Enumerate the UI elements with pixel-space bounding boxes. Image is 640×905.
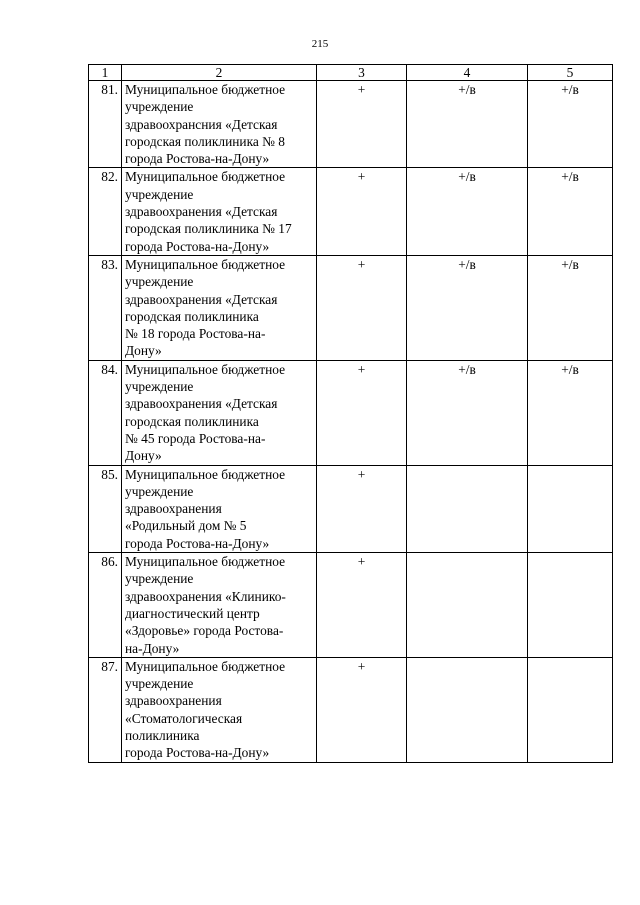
- institution-name-line: учреждение: [125, 379, 194, 395]
- column-5-mark: +/в: [528, 360, 613, 465]
- institution-name-line: Муниципальное бюджетное: [125, 466, 286, 482]
- column-4-mark: [407, 657, 528, 762]
- institution-name-line: Муниципальное бюджетное: [125, 361, 286, 377]
- institution-name-line: здравоохранения «Детская: [125, 396, 278, 412]
- institution-name-line: здравоохранения «Детская: [125, 291, 278, 307]
- column-5-mark: [528, 465, 613, 552]
- column-5-mark: +/в: [528, 168, 613, 255]
- institution-name-line: Муниципальное бюджетное: [125, 554, 286, 570]
- column-4-mark: +/в: [407, 255, 528, 360]
- column-4-mark: +/в: [407, 360, 528, 465]
- table-row: [89, 657, 613, 762]
- institution-name-line: учреждение: [125, 676, 194, 692]
- institution-name-line: № 45 города Ростова-на-: [125, 430, 266, 446]
- table-row: [89, 81, 613, 168]
- column-3-mark: +: [317, 168, 407, 255]
- institution-name-line: городская поликлиника № 8: [125, 133, 286, 149]
- institution-name-line: Дону»: [125, 343, 162, 359]
- institution-name-line: городская поликлиника № 17: [125, 221, 292, 237]
- institution-name-line: городская поликлиника: [125, 308, 259, 324]
- institution-name-line: Муниципальное бюджетное: [125, 82, 286, 97]
- institution-name-line: учреждение: [125, 274, 194, 290]
- column-4-mark: +/в: [407, 81, 528, 168]
- institution-name-line: здравоохранения: [125, 501, 222, 517]
- column-header-1: 1: [89, 65, 122, 81]
- table-row: [89, 360, 613, 465]
- institution-name-line: Дону»: [125, 448, 162, 464]
- institution-name-line: здравоохрансния «Детская: [125, 116, 278, 132]
- column-3-mark: +: [317, 465, 407, 552]
- institution-name-line: на-Дону»: [125, 640, 180, 656]
- institution-name-line: «Стоматологическая: [125, 710, 243, 726]
- row-number: 85.: [89, 465, 122, 552]
- table-header-row: [89, 65, 613, 81]
- column-header-2: 2: [122, 65, 317, 81]
- institution-name-line: города Ростова-на-Дону»: [125, 535, 270, 551]
- column-5-mark: [528, 657, 613, 762]
- column-3-mark: +: [317, 255, 407, 360]
- institution-name-line: Муниципальное бюджетное: [125, 658, 286, 674]
- column-3-mark: +: [317, 657, 407, 762]
- row-number: 81.: [89, 81, 122, 168]
- institution-name-line: «Здоровье» города Ростова-: [125, 623, 284, 639]
- row-number: 86.: [89, 553, 122, 658]
- column-4-mark: +/в: [407, 168, 528, 255]
- institution-name-line: города Ростова-на-Дону»: [125, 238, 270, 254]
- column-4-mark: [407, 465, 528, 552]
- row-number: 84.: [89, 360, 122, 465]
- column-header-3: 3: [317, 65, 407, 81]
- column-3-mark: +: [317, 553, 407, 658]
- institution-name-line: Муниципальное бюджетное: [125, 256, 286, 272]
- table-row: [89, 465, 613, 552]
- column-4-mark: [407, 553, 528, 658]
- row-number: 87.: [89, 657, 122, 762]
- column-3-mark: +: [317, 81, 407, 168]
- institution-name-line: здравоохранения «Клинико-: [125, 588, 286, 604]
- column-header-5: 5: [528, 65, 613, 81]
- column-header-4: 4: [407, 65, 528, 81]
- column-5-mark: +/в: [528, 81, 613, 168]
- institution-name: [122, 168, 317, 255]
- row-number: 83.: [89, 255, 122, 360]
- institution-name-line: города Ростова-на-Дону»: [125, 745, 270, 761]
- institution-name-line: городская поликлиника: [125, 413, 259, 429]
- institution-name-line: диагностический центр: [125, 605, 260, 621]
- row-number: 82.: [89, 168, 122, 255]
- institution-name-line: учреждение: [125, 186, 194, 202]
- institution-name-line: поликлиника: [125, 727, 200, 743]
- column-5-mark: +/в: [528, 255, 613, 360]
- table-row: [89, 255, 613, 360]
- institution-name: [122, 465, 317, 552]
- institution-name: [122, 255, 317, 360]
- institution-name: [122, 360, 317, 465]
- institution-name: [122, 81, 317, 168]
- institution-name-line: учреждение: [125, 99, 194, 115]
- institution-name-line: № 18 города Ростова-на-: [125, 326, 266, 342]
- institution-name: [122, 553, 317, 658]
- institution-name: [122, 657, 317, 762]
- table-body: [89, 81, 613, 763]
- institution-name-line: учреждение: [125, 571, 194, 587]
- page-number: 215: [311, 38, 329, 50]
- table-row: [89, 553, 613, 658]
- table-row: [89, 168, 613, 255]
- institution-name-line: Муниципальное бюджетное: [125, 169, 286, 185]
- institutions-table: [88, 64, 613, 763]
- institution-name-line: учреждение: [125, 483, 194, 499]
- institution-name-line: города Ростова-на-Дону»: [125, 151, 270, 167]
- institution-name-line: здравоохранения «Детская: [125, 204, 278, 220]
- institution-name-line: «Родильный дом № 5: [125, 518, 247, 534]
- column-5-mark: [528, 553, 613, 658]
- institution-name-line: здравоохранения: [125, 693, 222, 709]
- column-3-mark: +: [317, 360, 407, 465]
